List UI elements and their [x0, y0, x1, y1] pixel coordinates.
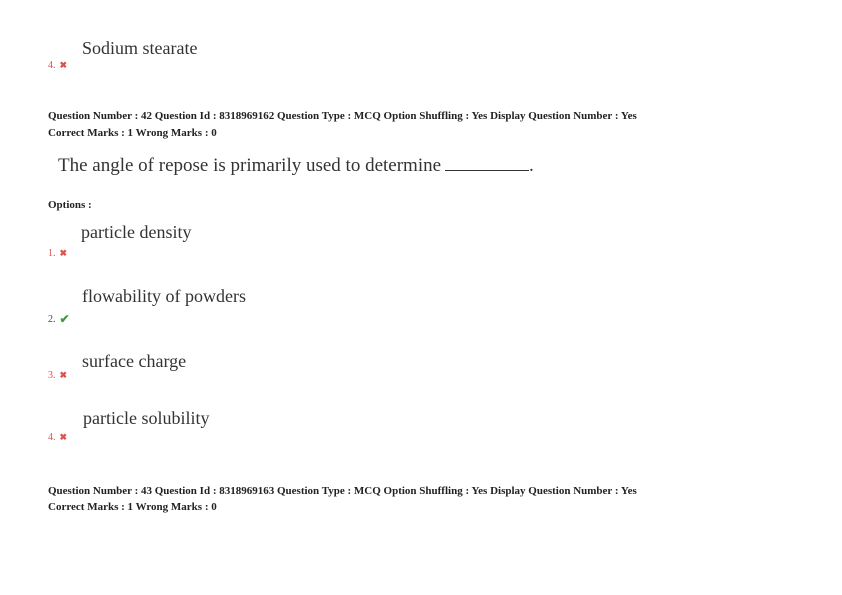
question-meta-line1: Question Number : 42 Question Id : 8318969162 Question Type : MCQ Option Shuffling : Yes Display Question Number : Yes [48, 110, 637, 122]
question-body: The angle of repose is primarily used to determine [58, 155, 442, 176]
answer-blank [445, 155, 529, 171]
option-1-number [48, 248, 67, 259]
option-number: 2. [48, 314, 56, 325]
option-2-text: flowability of powders [82, 286, 246, 306]
cross-icon: ✖ [59, 248, 68, 258]
prev-option-4-number [48, 60, 67, 71]
option-3-number [48, 370, 67, 381]
next-question-meta-line2: Correct Marks : 1 Wrong Marks : 0 [48, 501, 217, 513]
prev-option-4-text: Sodium stearate [82, 38, 198, 58]
option-number: 4. [48, 60, 56, 71]
cross-icon: ✖ [59, 432, 68, 442]
question-meta-line2: Correct Marks : 1 Wrong Marks : 0 [48, 127, 217, 139]
option-1-text: particle density [81, 222, 192, 242]
option-number: 3. [48, 370, 56, 381]
option-2-number [48, 312, 70, 327]
option-4-number [48, 432, 67, 443]
option-3-text: surface charge [82, 351, 187, 371]
options-label: Options : [48, 199, 92, 211]
question-end: . [529, 155, 534, 176]
cross-icon: ✖ [59, 60, 68, 70]
option-number: 4. [48, 432, 56, 443]
option-number: 1. [48, 248, 56, 259]
check-icon: ✔ [59, 312, 70, 326]
option-4-text: particle solubility [83, 408, 210, 428]
question-text [58, 155, 534, 177]
next-question-meta-line1: Question Number : 43 Question Id : 8318969163 Question Type : MCQ Option Shuffling : Yes Display Question Number : Yes [48, 485, 637, 497]
cross-icon: ✖ [59, 370, 68, 380]
